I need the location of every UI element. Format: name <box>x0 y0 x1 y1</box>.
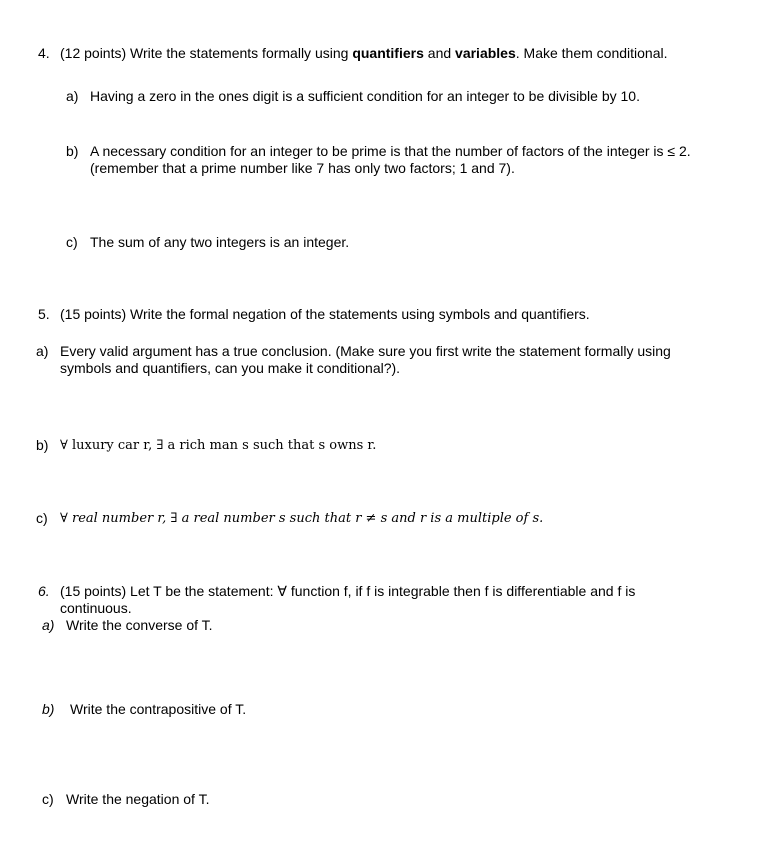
question-4-number: 4. <box>38 45 50 61</box>
question-5b-label: b) <box>36 437 49 453</box>
question-4b-text-line2: (remember that a prime number like 7 has only two factors; 1 and 7). <box>90 160 515 176</box>
question-5b-statement: ∀ luxury car r, ∃ a rich man s such that s owns r. <box>60 438 377 453</box>
question-5-number: 5. <box>38 306 50 322</box>
question-4-prompt-pre: (12 points) Write the statements formally using <box>60 45 353 61</box>
question-4-prompt-mid: and <box>423 45 456 61</box>
question-4a-text: Having a zero in the ones digit is a sufficient condition for an integer to be divisible by 10. <box>90 88 640 104</box>
question-6b-label: b) <box>42 701 55 717</box>
question-6c-text: Write the negation of T. <box>66 791 210 807</box>
question-5c-statement: ∀ real number r, ∃ a real number s such that r ≠ s and r is a multiple of s. <box>60 511 544 526</box>
question-6-prompt: (15 points) Let T be the statement: ∀ function f, if f is integrable then f is differentiable and f is <box>60 583 636 599</box>
question-4b-text: A necessary condition for an integer to be prime is that the number of factors of the integer is ≤ 2. <box>90 143 691 159</box>
question-6c-label: c) <box>42 791 54 807</box>
question-4-prompt <box>60 45 668 62</box>
question-4c-text: The sum of any two integers is an integer. <box>90 234 350 250</box>
question-6b-text: Write the contrapositive of T. <box>70 701 247 717</box>
question-6-prompt-line2: continuous. <box>60 600 132 616</box>
question-6-number: 6. <box>38 583 50 599</box>
question-5-prompt: (15 points) Write the formal negation of the statements using symbols and quantifiers. <box>60 306 590 322</box>
question-5a-text: Every valid argument has a true conclusion. (Make sure you first write the statement formally using <box>60 343 671 359</box>
question-4-bold-variables: variables <box>455 45 516 61</box>
question-4c-label: c) <box>66 234 78 250</box>
question-4-bold-quantifiers: quantifiers <box>352 45 424 61</box>
question-6a-text: Write the converse of T. <box>66 617 213 633</box>
question-4-prompt-post: . Make them conditional. <box>515 45 668 61</box>
question-5a-label: a) <box>36 343 49 359</box>
question-4b-label: b) <box>66 143 79 159</box>
question-4a-label: a) <box>66 88 79 104</box>
question-5a-text-line2: symbols and quantifiers, can you make it conditional?). <box>60 360 401 376</box>
question-5c-label: c) <box>36 510 48 526</box>
question-6a-label: a) <box>42 617 55 633</box>
